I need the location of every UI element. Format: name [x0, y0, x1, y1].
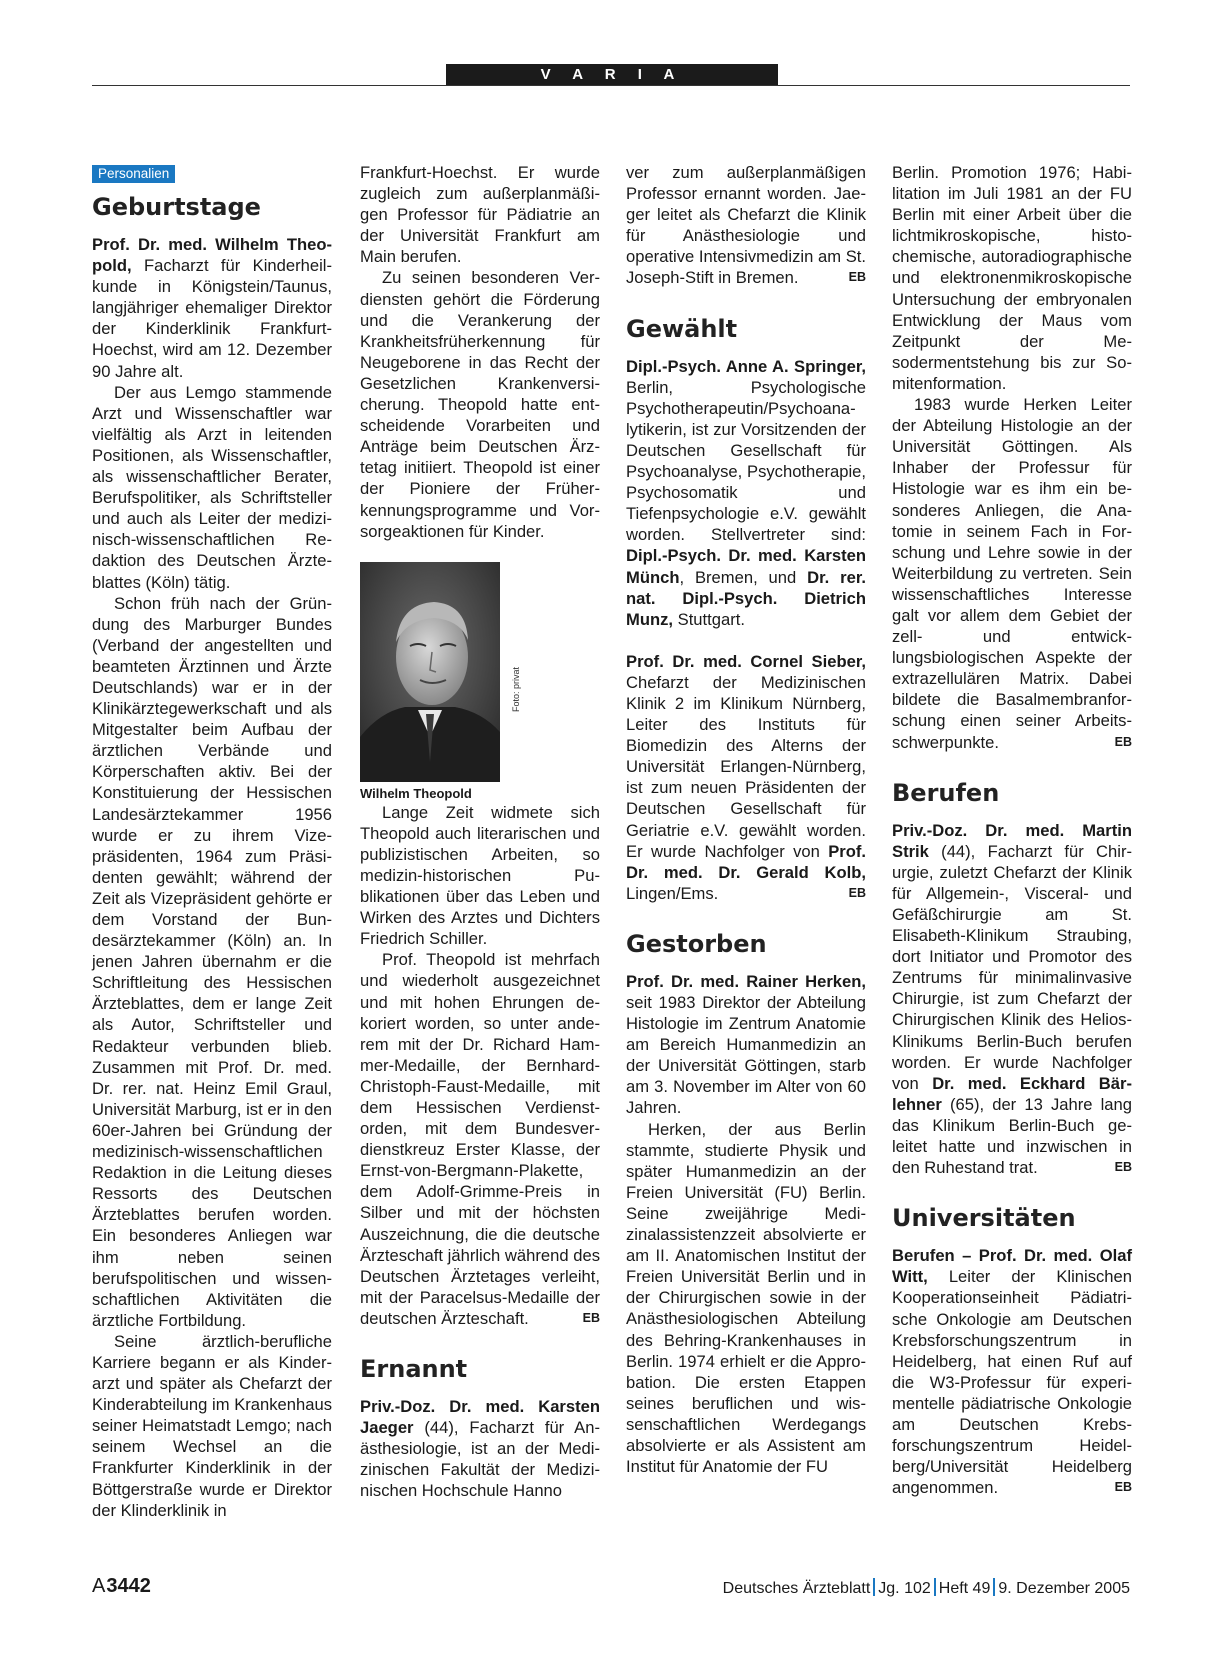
author-signature: EB	[848, 270, 866, 285]
author-signature: EB	[1114, 1480, 1132, 1495]
heading-deceased: Gestorben	[626, 929, 767, 958]
photo-caption: Wilhelm Theopold	[360, 785, 472, 801]
edition-letter: A	[92, 1575, 106, 1597]
election-paragraph: Prof. Dr. med. Cornel Sieber, Chefarzt der Medizinischen Klinik 2 im Klinikum Nürnberg, Leiter des Instituts für Biomedizin des Alterns der Universität Erlangen-Nürnberg, ist zum neuen Präsidenten der Deutschen Gesellschaft für Geriatrie e.V. gewählt worden. Er wurde Nachfolger von Prof. Dr. med. Dr. Gerald Kolb, Lingen/Ems. EB	[626, 651, 866, 903]
person-name: Prof. Dr. med. Wilhelm Theopold,	[92, 235, 332, 276]
column-2	[360, 162, 600, 1572]
author-signature: EB	[1114, 1160, 1132, 1175]
person-name: Dipl.-Psych. Anne A. Springer,	[626, 356, 866, 376]
divider	[993, 1578, 995, 1596]
article-columns	[92, 162, 1130, 1572]
author-signature: EB	[582, 1310, 600, 1325]
volume: Jg. 102	[878, 1580, 931, 1597]
portrait-figure	[360, 562, 521, 782]
person-name: Prof. Dr. med. Dr. Gerald Kolb,	[626, 841, 866, 882]
paragraph: Seine ärztlich-berufliche Karriere begann er als Kinderarzt und später als Chefarzt der Kinderabteilung im Krankenhaus seiner Heimatstadt Lemgo; nach seinem Wechsel an die Frankfurter Kinderklinik in der Böttgerstraße wurde er Direktor der Klinderklinik in	[92, 1331, 332, 1520]
journal-reference	[723, 1578, 1130, 1598]
issue-date: 9. Dezember 2005	[998, 1580, 1130, 1597]
paragraph: Frankfurt-Hoechst. Er wurde zugleich zum außerplanmäßigen Professor für Pädiatrie an der Universität Frankfurt am Main berufen.	[360, 163, 600, 267]
person-name: Dr. rer. nat. Dipl.-Psych. Dietrich Munz,	[626, 567, 866, 629]
university-paragraph: Berufen – Prof. Dr. med. Olaf Witt, Leiter der Klinischen Kooperationseinheit Pädiatrische Onkologie am Deutschen Krebsforschungszentrum in Heidelberg, hat einen Ruf auf die W3-Professur für experimentelle pädiatrische Onkologie am Deutschen Krebsforschungszentrum Heidelberg/Universität Heidelberg angenommen. EB	[892, 1246, 1132, 1498]
portrait-photo	[360, 562, 500, 782]
person-name: Prof. Dr. med. Rainer Herken,	[626, 971, 866, 991]
person-name: Berufen – Prof. Dr. med. Olaf Witt,	[892, 1246, 1132, 1287]
column-4	[892, 162, 1132, 1572]
column-3	[626, 162, 866, 1572]
paragraph: Herken, der aus Berlin stammte, studierte Physik und später Humanmedizin an der Freien Universität (FU) Berlin. Seine zweijährige Medizinalassistenzzeit absolvierte er am II. Anatomischen Institut der Freien Universität Berlin und in der Chirurgischen sowie in der Anästhesiologischen Abteilung des Behring-Krankenhauses in Berlin. 1974 erhielt er die Approbation. Die ersten Etappen seines beruflichen und wissenschaftlichen Werdegangs absolvierte er als Assistent am Institut für Anatomie der FU	[626, 1119, 866, 1477]
section-tag: V A R I A	[446, 64, 778, 85]
person-name: Prof. Dr. med. Cornel Sieber,	[626, 651, 866, 671]
paragraph: Berlin. Promotion 1976; Habilitation im Juli 1981 an der FU Berlin mit einer Arbeit über die lichtmikroskopische, histochemische, autoradiographische und elektronenmikroskopische Untersuchung der embryonalen Entwicklung der Maus vom Zeitpunkt der Mesodermentstehung bis zur Somitenformation.	[892, 163, 1132, 393]
paragraph: Lange Zeit widmete sich Theopold auch literarischen und publizistischen Arbeiten, so medizin-historischen Publikationen über das Leben und Wirken des Arztes und Dichters Friedrich Schiller.	[360, 802, 600, 949]
obituary-paragraph: Prof. Dr. med. Rainer Herken, seit 1983 Direktor der Abteilung Histologie im Zentrum Anatomie am Bereich Humanmedizin an der Universität Göttingen, starb am 3. November im Alter von 60 Jahren.	[626, 971, 866, 1118]
column-1	[92, 162, 332, 1572]
heading-appointed: Ernannt	[360, 1355, 468, 1384]
journal-name: Deutsches Ärzteblatt	[722, 1580, 871, 1597]
author-signature: EB	[848, 885, 866, 900]
heading-elected: Gewählt	[626, 314, 738, 343]
appointment-paragraph: Priv.-Doz. Dr. med. Karsten Jaeger (44), Facharzt für Anästhesiologie, ist an der Medizinischen Fakultät der Medizinischen Hochschule Hanno	[360, 1397, 600, 1501]
paragraph: Zu seinen besonderen Verdiensten gehört die Förderung und die Verankerung der Krankheitsfrüherkennung für Neugeborene in das Recht der Gesetzlichen Krankenversicherung. Theopold hatte entscheidende Vorarbeiten und Anträge beim Deutschen Ärztetag initiiert. Theopold ist einer der Pioniere der Früherkennungsprogramme und Vorsorgeaktionen für Kinder.	[360, 268, 600, 541]
heading-universities: Universitäten	[892, 1204, 1076, 1233]
rubric-label: Personalien	[92, 165, 175, 183]
paragraph: Prof. Theopold ist mehrfach und wiederholt ausgezeichnet und mit hohen Ehrungen dekoriert worden, so unter anderem mit der Dr. Richard Hammer-Medaille, der Bernhard-Christoph-Faust-Medaille, mit dem Hessischen Verdienstorden, mit dem Bundesverdienstkreuz Erster Klasse, der Ernst-von-Bergmann-Plakette, dem Adolf-Grimme-Preis in Silber und mit der höchsten Auszeichnung, die die deutsche Ärzteschaft jährlich während des Deutschen Ärztetages verleiht, mit der Paracelsus-Medaille der deutschen Ärzteschaft. EB	[360, 950, 600, 1328]
author-signature: EB	[1114, 734, 1132, 749]
paragraph: ver zum außerplanmäßigen Professor ernannt worden. Jaeger leitet als Chefarzt die Klinik für Anästhesiologie und operative Intensivmedizin am St. Joseph-Stift in Bremen. EB	[626, 163, 866, 288]
paragraph: Schon früh nach der Gründung des Marburger Bundes (Verband der angestellten und beamteten Ärztinnen und Ärzte Deutschlands) war er in der Klinikärztegewerkschaft und als Mitgestalter beim Aufbau der ärztlichen Verbände und Körperschaften aktiv. Bei der Konstituierung der Hessischen Landesärztekammer 1956 wurde er zu ihrem Vizepräsidenten, 1964 zum Präsidenten gewählt; während der Zeit als Vizepräsident gehörte er dem Vorstand der Bundesärztekammer (Köln) an. In jenen Jahren übernahm er die Schriftleitung des Hessischen Ärzteblattes, dem er lange Zeit als Autor, Schriftsteller und Redakteur verbunden blieb. Zusammen mit Prof. Dr. med. Dr. rer. nat. Heinz Emil Graul, Universität Marburg, ist er in den 60er-Jahren bei Gründung der medizinisch-wissenschaftlichen Redaktion in die Leitung dieses Ressorts des Deutschen Ärzteblattes berufen worden. Ein besonderes Anliegen war ihm neben seinen berufspolitischen und wissenschaftlichen Aktivitäten die ärztliche Fortbildung.	[92, 593, 332, 1330]
page-number: A3442	[92, 1575, 151, 1597]
call-paragraph: Priv.-Doz. Dr. med. Martin Strik (44), Facharzt für Chirurgie, zuletzt Chefarzt der Klinik für Allgemein-, Visceral- und Gefäßchirurgie am St. Elisabeth-Klinikum Straubing, dort Initiator und Promotor des Zentrums für minimalinvasive Chirurgie, ist zum Chefarzt der Chirurgischen Klinik des Helios-Klinikums Berlin-Buch berufen worden. Er wurde Nachfolger von Dr. med. Eckhard Bärlehner (65), der 13 Jahre lang das Klinikum Berlin-Buch geleitet hatte und inzwischen in den Ruhestand trat. EB	[892, 820, 1132, 1178]
photo-credit: Foto: privat	[511, 666, 521, 712]
birthday-paragraph: Prof. Dr. med. Wilhelm Theopold, Facharzt für Kinderheilkunde in Königstein/Taunus, langjähriger ehemaliger Direktor der Kinderklinik Frankfurt-Hoechst, wird am 12. Dezember 90 Jahre alt.	[92, 235, 332, 381]
person-name: Priv.-Doz. Dr. med. Karsten Jaeger	[360, 1397, 600, 1438]
person-name: Dr. med. Eckhard Bärlehner	[892, 1073, 1132, 1114]
person-name: Dipl.-Psych. Dr. med. Karsten Münch	[626, 546, 866, 587]
divider	[934, 1578, 936, 1596]
heading-called: Berufen	[892, 778, 1000, 807]
issue: Heft 49	[938, 1580, 991, 1597]
person-name: Priv.-Doz. Dr. med. Martin Strik	[892, 820, 1132, 861]
paragraph: Der aus Lemgo stammende Arzt und Wissenschaftler war vielfältig als Arzt in leitenden Positionen, als Wissenschaftler, als wissenschaftlicher Berater, Berufspolitiker, als Schriftsteller und auch als Leiter der medizinisch-wissenschaftlichen Redaktion des Deutschen Ärzteblattes (Köln) tätig.	[92, 382, 332, 592]
divider	[873, 1578, 875, 1596]
election-paragraph: Dipl.-Psych. Anne A. Springer, Berlin, Psychologische Psychotherapeutin/Psychoanalytikerin, ist zur Vorsitzenden der Deutschen Gesellschaft für Psychoanalyse, Psychotherapie, Psychosomatik und Tiefenpsychologie e.V. gewählt worden. Stellvertreter sind: Dipl.-Psych. Dr. med. Karsten Münch, Bremen, und Dr. rer. nat. Dipl.-Psych. Dietrich Munz, Stuttgart.	[626, 356, 866, 629]
header-rule	[92, 85, 1130, 86]
heading-birthdays: Geburtstage	[92, 193, 261, 221]
paragraph: 1983 wurde Herken Leiter der Abteilung Histologie an der Universität Göttingen. Als Inhaber der Professur für Histologie war es ihm ein besonderes Anliegen, die Anatomie in seinem Fach in Forschung und Lehre sowie in der Weiterbildung zu vertreten. Sein wissenschaftliches Interesse galt vor allem dem Gebiet der zell- und entwicklungsbiologischen Aspekte der extrazellulären Matrix. Dabei bildete die Basalmembranforschung einen seiner Arbeitsschwerpunkte. EB	[892, 395, 1132, 752]
